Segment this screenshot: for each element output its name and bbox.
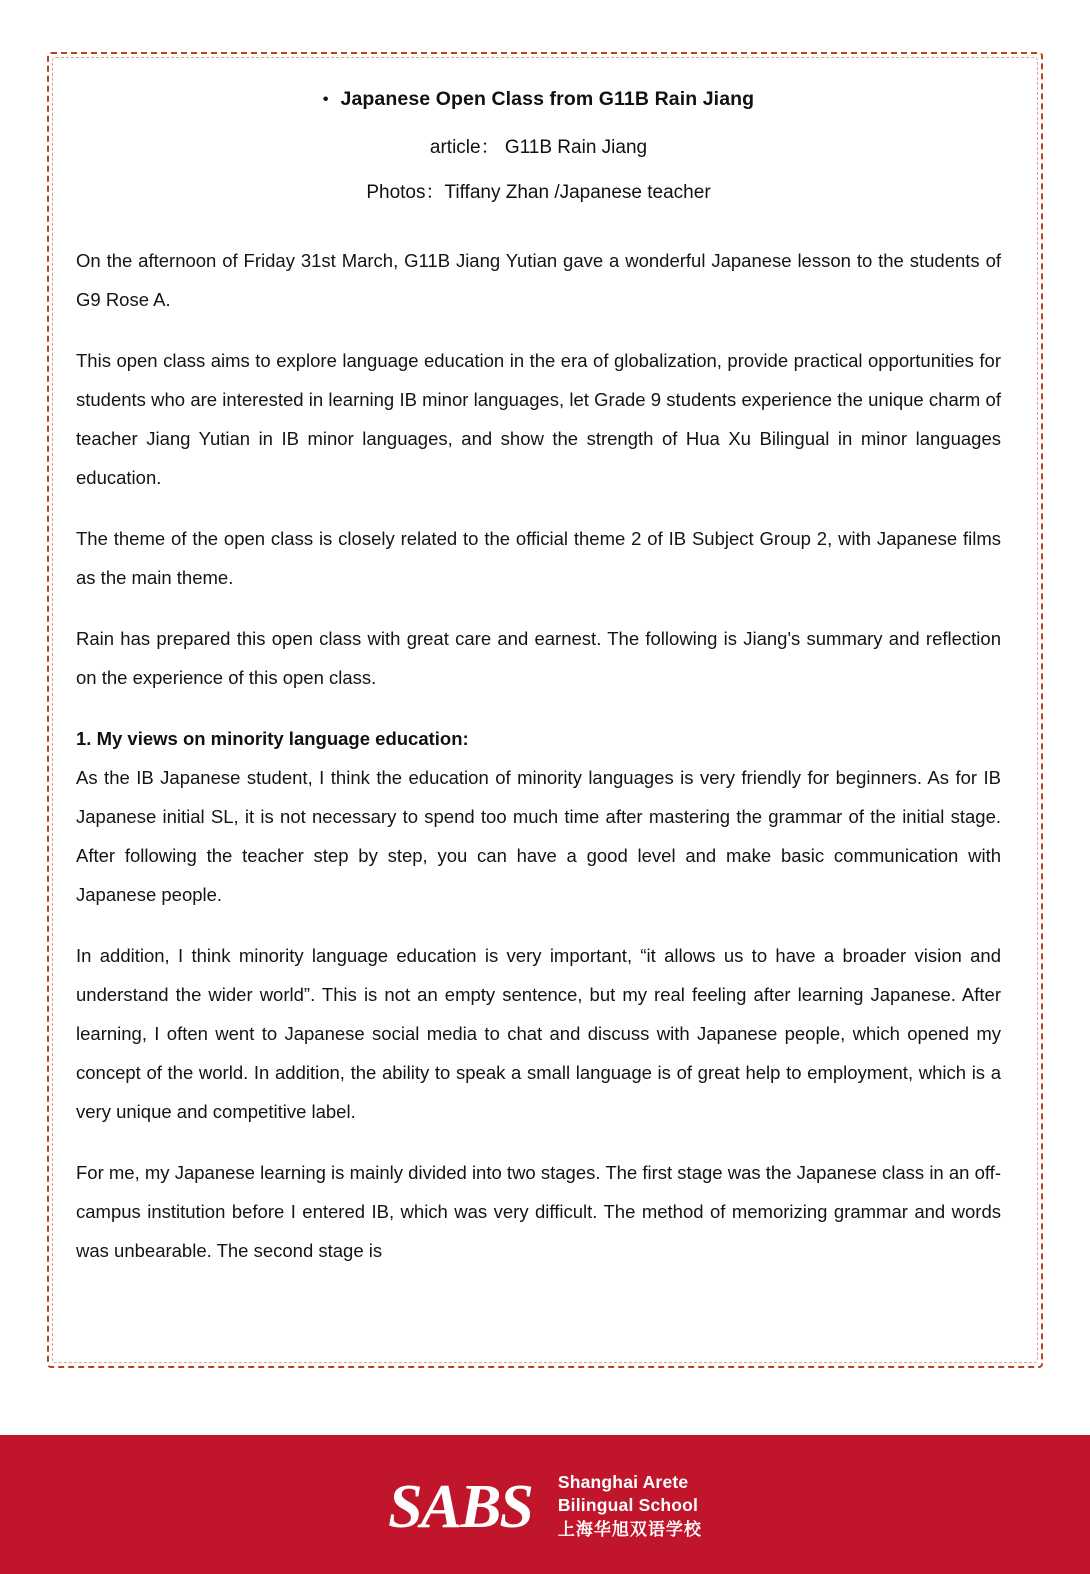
paragraph: In addition, I think minority language education is very important, “it allows us to have a broader vision and understand the wider world”. This is not an empty sentence, but my real feeling after learning Japanese. After learning, I often went to Japanese social media to chat and discuss with Japanese people, which opened my concept of the world. In addition, the ability to speak a small language is of great help to employment, which is a very unique and competitive label. (76, 945, 1001, 1122)
paragraph: Rain has prepared this open class with great care and earnest. The following is Jiang's summary and reflection on the experience of this open class. (76, 628, 1001, 688)
paragraph: On the afternoon of Friday 31st March, G11B Jiang Yutian gave a wonderful Japanese lesson to the students of G9 Rose A. (76, 250, 1001, 310)
school-name-line1: Shanghai Arete (557, 1472, 689, 1493)
sabs-logo-mark: SABS (388, 1472, 532, 1541)
byline-article: article： G11B Rain Jiang (429, 137, 648, 158)
school-name (558, 1471, 702, 1542)
footer-band (0, 1435, 1090, 1574)
bullet-icon: • (322, 90, 329, 108)
body-text (76, 241, 1001, 1270)
byline-photos: Photos：Tiffany Zhan /Japanese teacher (366, 182, 711, 203)
section-heading: 1. My views on minority language education: (76, 728, 469, 749)
school-name-line2: Bilingual School (557, 1495, 699, 1516)
paragraph: As the IB Japanese student, I think the education of minority languages is very friendly for beginners. As for IB Japanese initial SL, it is not necessary to spend too much time after mastering the grammar of the initial stage. After following the teacher step by step, you can have a good level and make basic communication with Japanese people. (76, 767, 1001, 905)
school-logo (388, 1471, 702, 1542)
paragraph: The theme of the open class is closely related to the official theme 2 of IB Subject Group 2, with Japanese films as the main theme. (76, 528, 1001, 588)
document-title-text: Japanese Open Class from G11B Rain Jiang (340, 88, 755, 110)
document-title (76, 88, 1001, 111)
document-content (76, 88, 1001, 1270)
paragraph: For me, my Japanese learning is mainly divided into two stages. The first stage was the Japanese class in an off-campus institution before I entered IB, which was very difficult. The method of memorizing grammar and words was unbearable. The second stage is (76, 1162, 1001, 1261)
paragraph: This open class aims to explore language education in the era of globalization, provide practical opportunities for students who are interested in learning IB minor languages, let Grade 9 students experience the unique charm of teacher Jiang Yutian in IB minor languages, and show the strength of Hua Xu Bilingual in minor languages education. (76, 350, 1001, 488)
school-name-chinese: 上海华旭双语学校 (557, 1520, 702, 1540)
